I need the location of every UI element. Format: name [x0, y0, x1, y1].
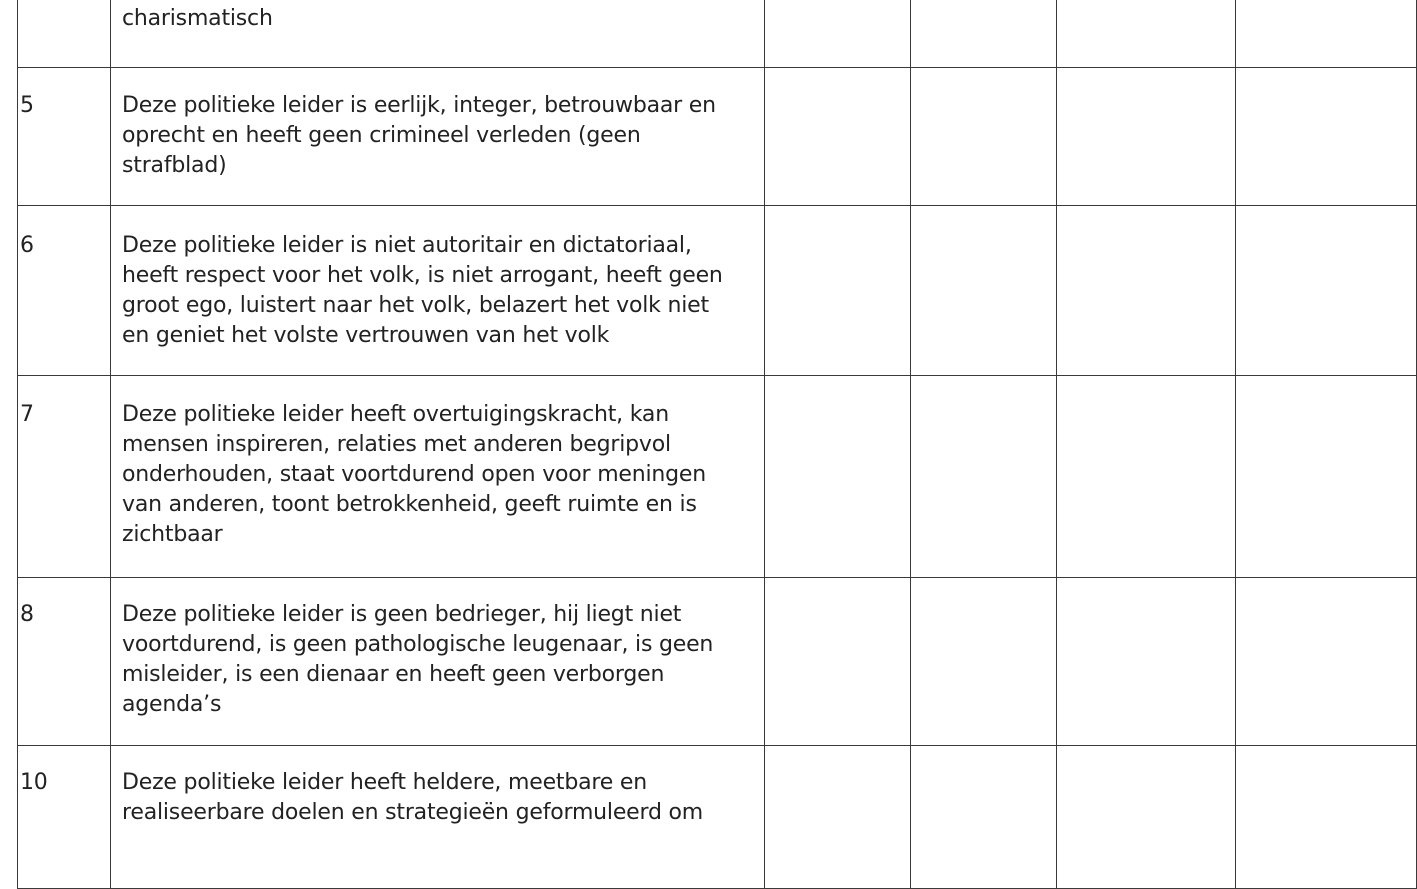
score-cell[interactable]	[1057, 376, 1236, 578]
statement-cell	[111, 206, 765, 376]
score-cell[interactable]	[1236, 68, 1417, 206]
table-row	[18, 206, 1417, 376]
statement-text: charismatisch	[122, 6, 273, 31]
score-cell[interactable]	[911, 206, 1057, 376]
score-cell[interactable]	[1236, 206, 1417, 376]
statement-cell	[111, 376, 765, 578]
score-cell[interactable]	[1057, 746, 1236, 889]
score-cell[interactable]	[1236, 578, 1417, 746]
score-cell[interactable]	[1236, 376, 1417, 578]
score-cell[interactable]	[765, 206, 911, 376]
row-number-cell	[18, 746, 111, 889]
score-cell[interactable]	[1236, 0, 1417, 68]
table-row	[18, 68, 1417, 206]
statement-text: Deze politieke leider is niet autoritair en dictatoriaal, heeft respect voor het volk, is niet arrogant, heeft geen groot ego, luistert naar het volk, belazert het volk niet en geniet het volste vertrouwen van het volk	[122, 233, 723, 348]
table-row	[18, 746, 1417, 889]
row-number-cell	[18, 0, 111, 68]
score-cell[interactable]	[1057, 578, 1236, 746]
table-row	[18, 578, 1417, 746]
row-number: 10	[20, 770, 48, 795]
statement-text: Deze politieke leider is geen bedrieger, hij liegt niet voortdurend, is geen pathologische leugenaar, is geen misleider, is een dienaar en heeft geen verborgen agenda’s	[122, 602, 714, 717]
score-cell[interactable]	[765, 578, 911, 746]
statement-cell	[111, 578, 765, 746]
score-cell[interactable]	[911, 68, 1057, 206]
statement-cell	[111, 746, 765, 889]
statement-text: Deze politieke leider heeft overtuigingskracht, kan mensen inspireren, relaties met anderen begripvol onderhouden, staat voortdurend open voor meningen van anderen, toont betrokkenheid, geeft ruimte en is zichtbaar	[122, 402, 707, 547]
row-number-cell	[18, 578, 111, 746]
row-number-cell	[18, 206, 111, 376]
score-cell[interactable]	[765, 68, 911, 206]
row-number: 8	[20, 602, 34, 627]
score-cell[interactable]	[911, 376, 1057, 578]
statement-text: Deze politieke leider is eerlijk, integer, betrouwbaar en oprecht en heeft geen crimineel verleden (geen strafblad)	[122, 93, 716, 178]
score-cell[interactable]	[1057, 68, 1236, 206]
statement-text: Deze politieke leider heeft heldere, meetbare en realiseerbare doelen en strategieën geformuleerd om	[122, 770, 704, 825]
score-cell[interactable]	[911, 746, 1057, 889]
score-cell[interactable]	[765, 376, 911, 578]
score-cell[interactable]	[911, 0, 1057, 68]
score-cell[interactable]	[765, 0, 911, 68]
statement-cell	[111, 68, 765, 206]
row-number-cell	[18, 376, 111, 578]
table-row	[18, 376, 1417, 578]
score-cell[interactable]	[765, 746, 911, 889]
score-cell[interactable]	[1057, 0, 1236, 68]
row-number-cell	[18, 68, 111, 206]
score-cell[interactable]	[1236, 746, 1417, 889]
score-cell[interactable]	[1057, 206, 1236, 376]
score-cell[interactable]	[911, 578, 1057, 746]
row-number: 5	[20, 93, 34, 118]
row-number: 7	[20, 402, 34, 427]
leadership-criteria-table	[17, 0, 1417, 889]
row-number: 6	[20, 233, 34, 258]
statement-cell	[111, 0, 765, 68]
table-row	[18, 0, 1417, 68]
